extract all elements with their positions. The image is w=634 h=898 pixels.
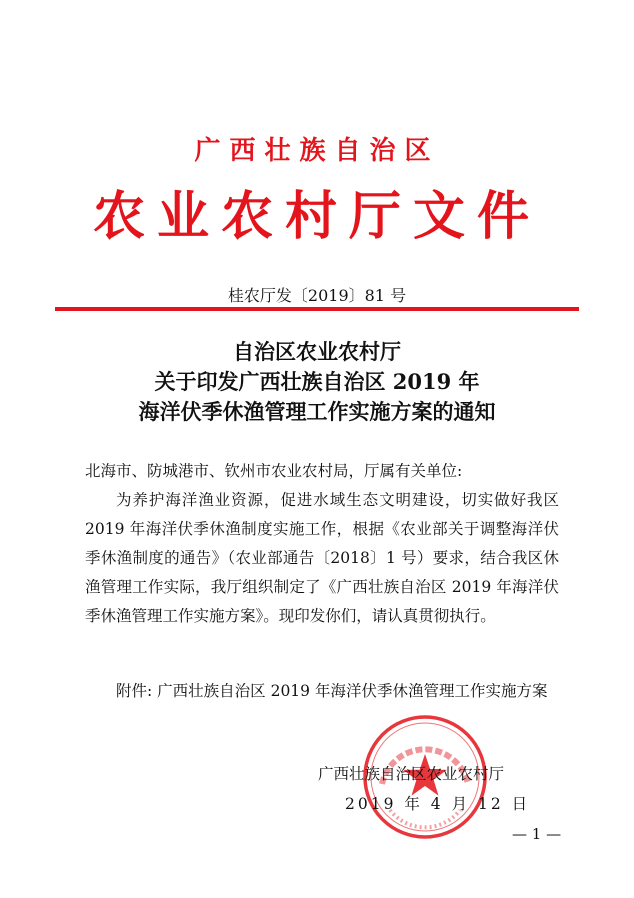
title-line-2: 关于印发广西壮族自治区 2019 年 [154,369,480,394]
title-line-3: 海洋伏季休渔管理工作实施方案的通知 [138,399,496,424]
signing-organization: 广西壮族自治区农业农村厅 [318,765,505,783]
issuer-name: 广西壮族自治区 [194,136,440,166]
document-body [85,457,559,631]
document-title [0,337,634,427]
addressee-line: 北海市、防城港市、钦州市农业农村局，厅属有关单位: [85,462,463,480]
title-line-1: 自治区农业农村厅 [233,339,401,364]
page-number: — 1 — [512,825,562,843]
body-paragraph: 为养护海洋渔业资源，促进水域生态文明建设，切实做好我区 2019 年海洋伏季休渔制度实施工作，根据《农业部关于调整海洋伏季休渔制度的通告》（农业部通告〔2018〕1 号）要求，结合我区休渔管理工作实际，我厅组织制定了《广西壮族自治区 2019 年海洋伏季休渔管理工作实施方案》。现印发你们，请认真贯彻执行。 [85,491,559,625]
document-number: 桂农厅发〔2019〕81 号 [227,286,407,305]
signing-date: 2019 年 4 月 12 日 [345,795,531,813]
red-divider-line [55,307,579,311]
attachment-line: 附件: 广西壮族自治区 2019 年海洋伏季休渔管理工作实施方案 [116,682,548,700]
document-masthead: 农业农村厅文件 [92,187,541,247]
